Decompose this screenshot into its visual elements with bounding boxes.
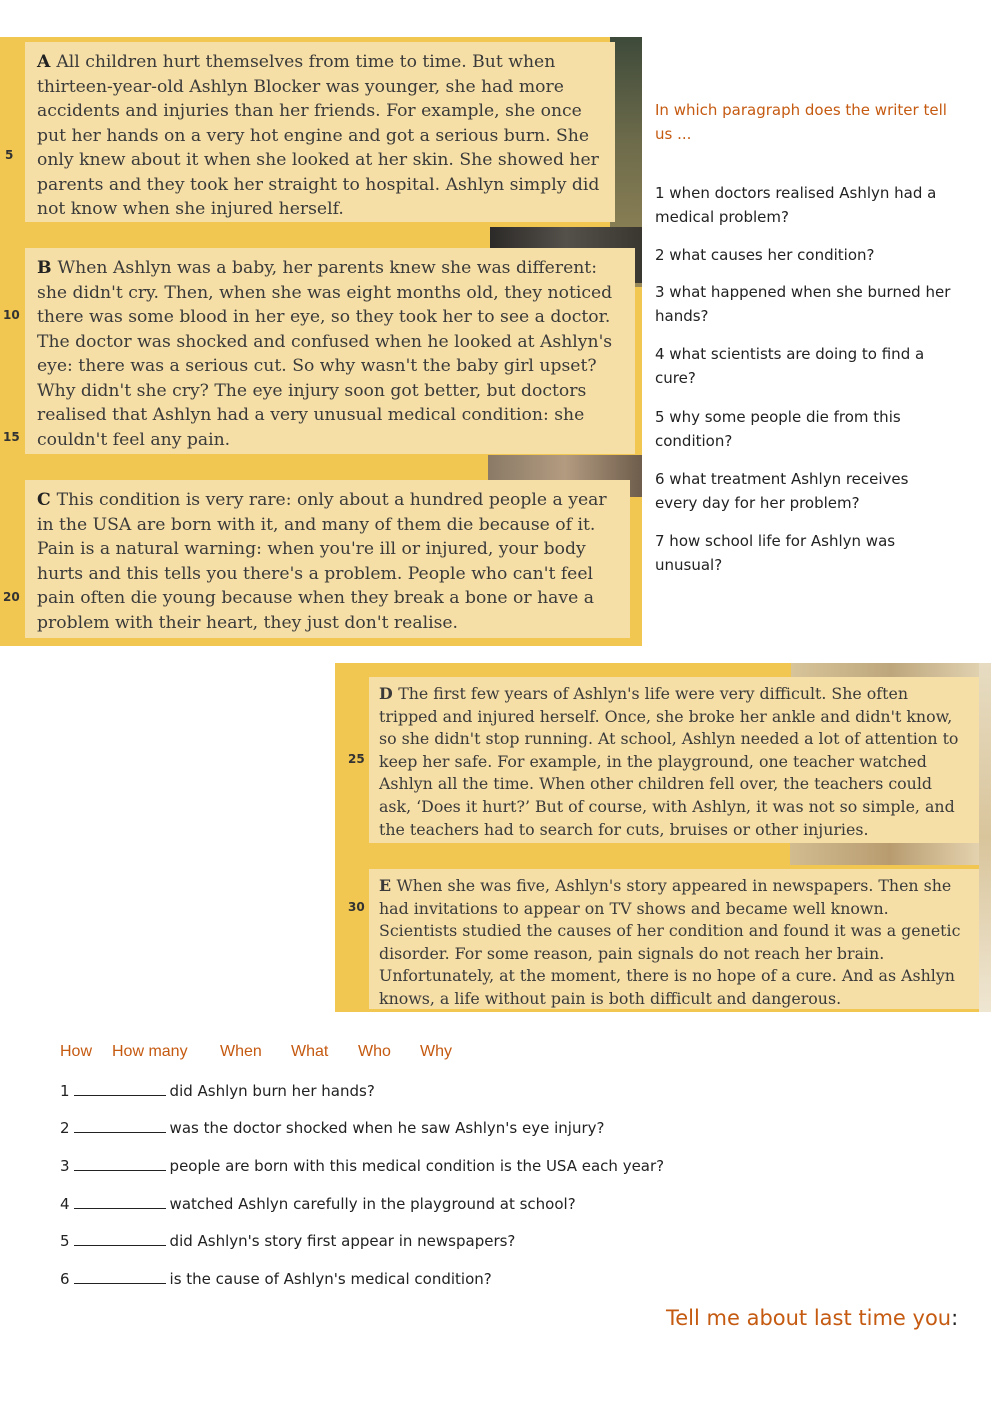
word-bank-item: Who: [358, 1043, 391, 1060]
line-number: 15: [3, 430, 20, 444]
speaking-prompt-colon: :: [951, 1306, 959, 1330]
paragraph-d: [369, 677, 979, 843]
reading-panel-top: [0, 37, 642, 646]
answer-blank[interactable]: [74, 1194, 166, 1209]
word-bank-item: When: [220, 1043, 262, 1060]
exercise-text: is the cause of Ashlyn's medical condition?: [169, 1270, 492, 1288]
line-number: 30: [348, 900, 365, 914]
answer-blank[interactable]: [74, 1118, 166, 1133]
exercise-number: 1: [60, 1082, 70, 1100]
matching-question: 2 what causes her condition?: [655, 246, 875, 264]
exercise-number: 2: [60, 1119, 70, 1137]
exercise-item: [60, 1194, 576, 1213]
exercise-number: 6: [60, 1270, 70, 1288]
paragraph-e: [369, 869, 979, 1009]
exercise-text: people are born with this medical condition is the USA each year?: [169, 1157, 665, 1175]
exercise-item: [60, 1231, 515, 1250]
photo-strip: [979, 663, 991, 1012]
speaking-prompt: [666, 1306, 958, 1330]
paragraph-text: This condition is very rare: only about a hundred people a year in the USA are born with it, and many of them die because of it. Pain is a natural warning: when you're ill or injured, your body hurts and this tells you there's a problem. People who can't feel pain often die young because when they break a bone or have a problem with their heart, they just don't realise.: [37, 490, 607, 633]
paragraph-b: [25, 248, 635, 454]
paragraph-letter: C: [37, 490, 57, 510]
exercise-item: [60, 1081, 375, 1100]
paragraph-c: [25, 480, 630, 638]
speaking-prompt-text: Tell me about last time you: [666, 1306, 952, 1330]
paragraph-text: All children hurt themselves from time to time. But when thirteen-year-old Ashlyn Blocker was younger, she had more accidents and injuries than her friends. For example, she once put her hands on a very hot engine and got a serious burn. She only knew about it when she looked at her skin. She showed her parents and they took her straight to hospital. Ashlyn simply did not know when she injured herself.: [37, 52, 600, 219]
exercise-text: did Ashlyn's story first appear in newspapers?: [169, 1232, 516, 1250]
exercise-number: 5: [60, 1232, 70, 1250]
exercise-number: 3: [60, 1157, 70, 1175]
paragraph-text: The first few years of Ashlyn's life were very difficult. She often tripped and injured herself. Once, she broke her ankle and didn't know, so she didn't stop running. At school, Ashlyn needed a lot of attention to keep her safe. For example, in the playground, one teacher watched Ashlyn all the time. When other children fell over, the teachers could ask, ‘Does it hurt?’ But of course, with Ashlyn, it was not so simple, and the teachers had to search for cuts, bruises or other injuries.: [379, 684, 959, 839]
exercise-text: watched Ashlyn carefully in the playground at school?: [169, 1195, 576, 1213]
answer-blank[interactable]: [74, 1231, 166, 1246]
line-number: 20: [3, 590, 20, 604]
word-bank: [60, 1043, 460, 1061]
line-number: 10: [3, 308, 20, 322]
answer-blank[interactable]: [74, 1269, 166, 1284]
answer-blank[interactable]: [74, 1156, 166, 1171]
paragraph-letter: B: [37, 258, 58, 278]
photo-strip: [791, 663, 991, 677]
paragraph-letter: D: [379, 684, 399, 703]
exercise-number: 4: [60, 1195, 70, 1213]
paragraph-text: When she was five, Ashlyn's story appeared in newspapers. Then she had invitations to appear on TV shows and became well known. Scientists studied the causes of her condition and found it was a genetic disorder. For some reason, pain signals do not reach her brain. Unfortunately, at the moment, there is no hope of a cure. And as Ashlyn knows, a life without pain is both difficult and dangerous.: [379, 876, 961, 1008]
exercise-text: did Ashlyn burn her hands?: [169, 1082, 375, 1100]
answer-blank[interactable]: [74, 1081, 166, 1096]
exercise-item: [60, 1269, 492, 1288]
matching-question: 4 what scientists are doing to find a cure?: [655, 345, 925, 387]
matching-question: 5 why some people die from this condition?: [655, 408, 901, 450]
matching-question: 6 what treatment Ashlyn receives every day for her problem?: [655, 470, 909, 512]
word-bank-item: What: [291, 1043, 329, 1060]
line-number: 5: [5, 148, 14, 162]
word-bank-item: How: [60, 1043, 93, 1060]
exercise-item: [60, 1118, 604, 1137]
matching-prompt: In which paragraph does the writer tell us ...: [655, 101, 947, 143]
line-number: 25: [348, 752, 365, 766]
word-bank-item: Why: [420, 1043, 452, 1060]
photo-strip: [790, 843, 990, 865]
paragraph-letter: E: [379, 876, 397, 895]
matching-question: 3 what happened when she burned her hands?: [655, 283, 951, 325]
matching-question: 1 when doctors realised Ashlyn had a medical problem?: [655, 184, 937, 226]
reading-panel-bottom: [335, 663, 991, 1012]
exercise-item: [60, 1156, 664, 1175]
paragraph-text: When Ashlyn was a baby, her parents knew she was different: she didn't cry. Then, when she was eight months old, they noticed there was some blood in her eye, so they took her to see a doctor. The doctor was shocked and confused when he looked at Ashlyn's eye: there was a serious cut. So why wasn't the baby girl upset? Why didn't she cry? The eye injury soon got better, but doctors realised that Ashlyn had a very unusual medical condition: she couldn't feel any pain.: [37, 258, 613, 450]
matching-question: 7 how school life for Ashlyn was unusual?: [655, 532, 896, 574]
word-bank-item: How many: [112, 1043, 188, 1060]
exercise-text: was the doctor shocked when he saw Ashlyn's eye injury?: [169, 1119, 605, 1137]
paragraph-letter: A: [37, 52, 57, 72]
paragraph-a: [25, 42, 615, 222]
